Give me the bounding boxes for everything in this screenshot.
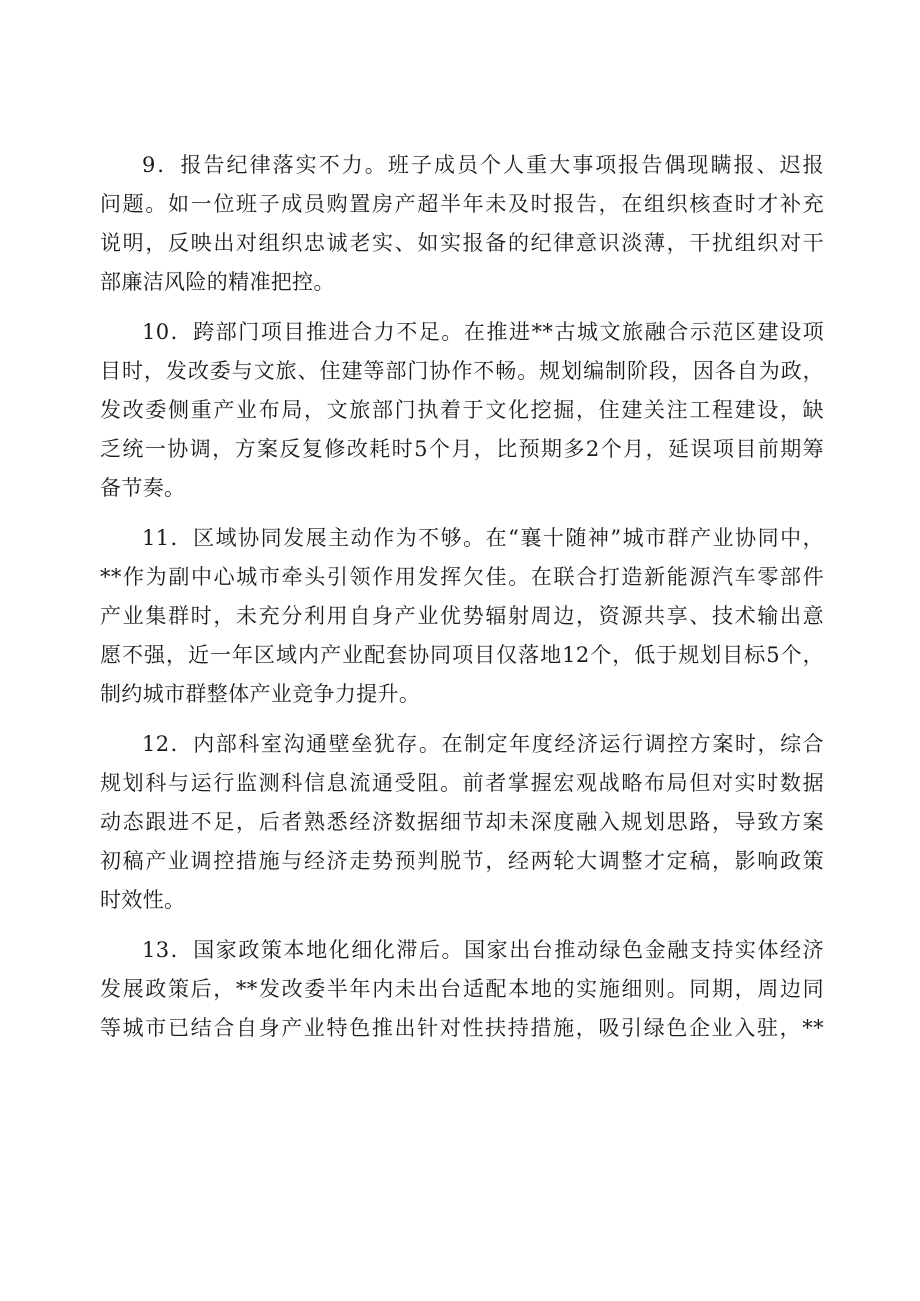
paragraph-line: 13．国家政策本地化细化滞后。国家出台推动绿色金融支持实体经济 — [142, 938, 824, 962]
paragraph-9 — [100, 146, 824, 302]
document-body — [100, 146, 824, 1059]
paragraph-line: **作为副中心城市牵头引领作用发挥欠佳。在联合打造新能源汽车零部件 — [100, 565, 824, 589]
paragraph-line: 10．跨部门项目推进合力不足。在推进**古城文旅融合示范区建设项 — [142, 320, 824, 344]
paragraph-line: 发展政策后，**发改委半年内未出台适配本地的实施细则。同期，周边同 — [100, 977, 824, 1001]
paragraph-line: 等城市已结合自身产业特色推出针对性扶持措施，吸引绿色企业入驻，** — [100, 1016, 824, 1040]
paragraph-line: 乏统一协调，方案反复修改耗时5个月，比预期多2个月，延误项目前期筹 — [100, 437, 824, 461]
paragraph-line: 12．内部科室沟通壁垒犹存。在制定年度经济运行调控方案时，综合 — [142, 732, 824, 756]
paragraph-line: 说明，反映出对组织忠诚老实、如实报备的纪律意识淡薄，干扰组织对干 — [100, 231, 824, 255]
paragraph-line: 产业集群时，未充分利用自身产业优势辐射周边，资源共享、技术输出意 — [100, 604, 824, 628]
paragraph-line: 愿不强，近一年区域内产业配套协同项目仅落地12个，低于规划目标5个， — [100, 643, 824, 667]
paragraph-10 — [100, 313, 824, 508]
paragraph-line: 制约城市群整体产业竞争力提升。 — [100, 682, 421, 706]
paragraph-line: 部廉洁风险的精准把控。 — [100, 270, 335, 294]
paragraph-line: 初稿产业调控措施与经济走势预判脱节，经两轮大调整才定稿，影响政策 — [100, 849, 824, 873]
paragraph-line: 9．报告纪律落实不力。班子成员个人重大事项报告偶现瞒报、迟报 — [142, 153, 824, 177]
paragraph-12 — [100, 725, 824, 920]
paragraph-line: 备节奏。 — [100, 476, 186, 500]
paragraph-11 — [100, 519, 824, 714]
paragraph-line: 规划科与运行监测科信息流通受阻。前者掌握宏观战略布局但对实时数据 — [100, 771, 824, 795]
paragraph-13 — [100, 931, 824, 1048]
paragraph-line: 问题。如一位班子成员购置房产超半年未及时报告，在组织核查时才补充 — [100, 192, 824, 216]
paragraph-line: 动态跟进不足，后者熟悉经济数据细节却未深度融入规划思路，导致方案 — [100, 810, 824, 834]
paragraph-line: 发改委侧重产业布局，文旅部门执着于文化挖掘，住建关注工程建设，缺 — [100, 398, 824, 422]
paragraph-line: 时效性。 — [100, 888, 186, 912]
paragraph-line: 11．区域协同发展主动作为不够。在“襄十随神”城市群产业协同中， — [142, 526, 824, 550]
paragraph-line: 目时，发改委与文旅、住建等部门协作不畅。规划编制阶段，因各自为政， — [100, 359, 824, 383]
